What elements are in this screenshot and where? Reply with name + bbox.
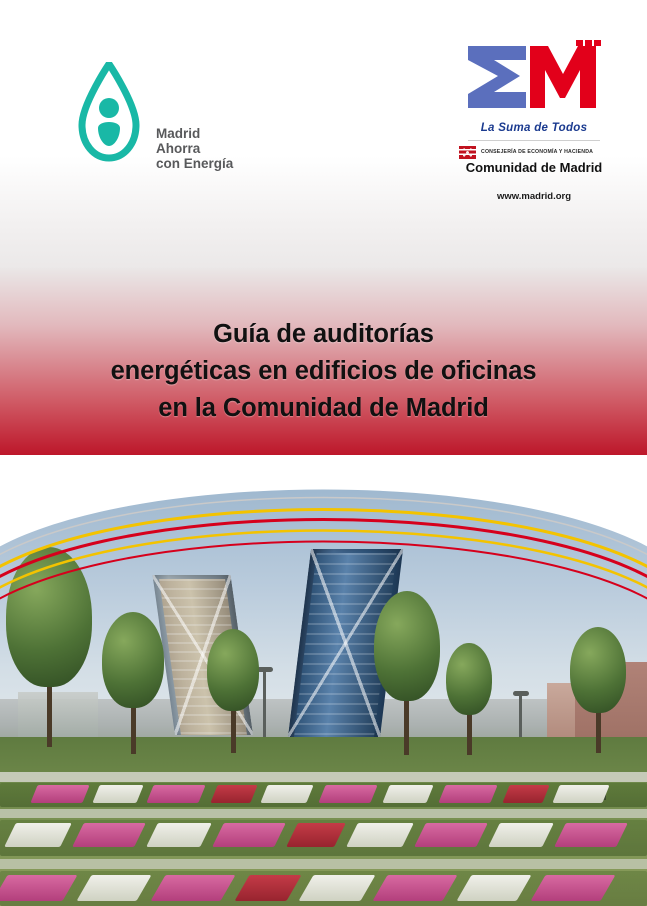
cover-photo (0, 487, 647, 906)
madrid-ahorra-con-energia-logo (72, 62, 242, 192)
tree (207, 629, 259, 711)
flower-bed (260, 785, 313, 803)
cm-sigma-m-icon (464, 40, 604, 120)
tree (6, 547, 92, 687)
cm-institution-block (459, 146, 609, 159)
comunidad-de-madrid-logo (459, 40, 609, 215)
street-lamp-head (257, 667, 273, 672)
logo-line-2: Ahorra (156, 141, 201, 156)
flower-bed (552, 785, 609, 803)
cm-slogan: La Suma de Todos (480, 122, 588, 134)
garden-path (0, 809, 647, 818)
flower-bed (4, 823, 72, 847)
cm-divider (468, 140, 600, 141)
tree (374, 591, 440, 701)
garden-path (0, 772, 647, 782)
flower-bed (318, 785, 377, 803)
tree (102, 612, 164, 708)
flower-bed (382, 785, 433, 803)
flower-bed (554, 823, 628, 847)
garden-path (0, 859, 647, 869)
flower-bed (346, 823, 414, 847)
flower-bed (502, 785, 549, 803)
title-line-2: energéticas en edificios de oficinas (110, 357, 537, 385)
flower-bed (72, 823, 146, 847)
cm-consejeria-label: CONSEJERÍA DE ECONOMÍA Y HACIENDA (481, 149, 594, 155)
title-line-3: en la Comunidad de Madrid (158, 394, 489, 422)
madrid-flag-icon (459, 146, 476, 159)
title-line-1: Guía de auditorías (213, 320, 434, 348)
water-drop-icon (78, 62, 140, 162)
cm-institution-name: Comunidad de Madrid (465, 160, 603, 175)
page-title (0, 316, 647, 427)
madrid-ahorra-wordmark (156, 126, 233, 171)
flower-bed (438, 785, 497, 803)
tree (570, 627, 626, 713)
street-lamp-head (513, 691, 529, 696)
cm-website-url[interactable]: www.madrid.org (496, 191, 572, 202)
flower-bed (146, 785, 205, 803)
flower-bed (92, 785, 143, 803)
tree (446, 643, 492, 715)
logo-line-1: Madrid (156, 126, 201, 141)
logo-line-3: con Energía (156, 156, 234, 171)
flower-bed (212, 823, 286, 847)
flower-bed (210, 785, 257, 803)
flower-bed (414, 823, 488, 847)
flower-bed (30, 785, 89, 803)
comunidad-de-madrid-mark (464, 40, 604, 120)
